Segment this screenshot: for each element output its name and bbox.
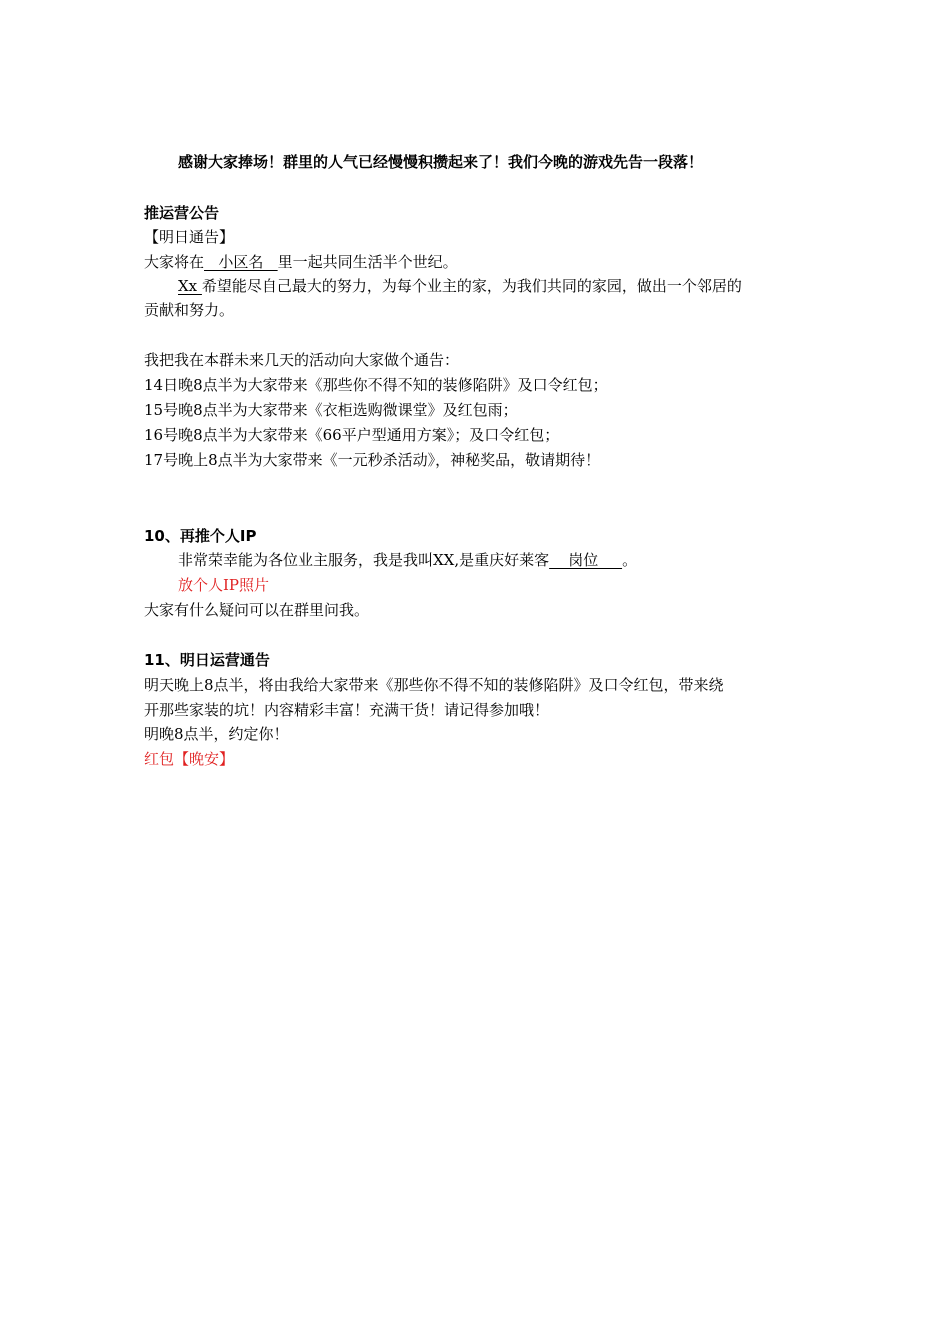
community-line-pre: 大家将在	[144, 253, 205, 271]
community-name-blank: 小区名	[204, 253, 278, 271]
community-line	[144, 250, 458, 274]
effort-line	[178, 274, 742, 298]
position-blank: 岗位	[549, 551, 623, 569]
tomorrow-event-line-cont: 开那些家装的坑！内容精彩丰富！充满干货！请记得参加哦！	[144, 701, 550, 719]
personal-intro-post: 。	[622, 551, 638, 569]
tomorrow-notice: 【明日通告】	[144, 228, 235, 246]
schedule-item: 16号晚8点半为大家带来《66平户型通用方案》；及口令红包；	[144, 426, 560, 444]
personal-intro-pre: 非常荣幸能为各位业主服务，我是我叫XX,是重庆好莱客	[178, 551, 550, 569]
effort-name: Xx	[178, 277, 202, 295]
section-10-title: 10、再推个人IP	[144, 527, 257, 545]
schedule-item: 15号晚8点半为大家带来《衣柜选购微课堂》及红包雨；	[144, 401, 518, 419]
schedule-intro: 我把我在本群未来几天的活动向大家做个通告：	[144, 351, 460, 369]
section-11-title: 11、明日运营通告	[144, 651, 270, 669]
schedule-item: 17号晚上8点半为大家带来《一元秒杀活动》，神秘奖品，敬请期待！	[144, 451, 601, 469]
red-packet-goodnight: 红包【晚安】	[144, 750, 235, 768]
effort-text: 希望能尽自己最大的努力，为每个业主的家，为我们共同的家园，做出一个邻居的	[201, 277, 742, 295]
appointment-line: 明晚8点半，约定你！	[144, 725, 289, 743]
personal-intro	[178, 548, 637, 572]
tomorrow-event-line: 明天晚上8点半，将由我给大家带来《那些你不得不知的装修陷阱》及口令红包，带来绕	[144, 676, 724, 694]
ask-line: 大家有什么疑问可以在群里问我。	[144, 601, 370, 619]
headline: 感谢大家捧场！群里的人气已经慢慢积攒起来了！我们今晚的游戏先告一段落！	[178, 153, 704, 171]
section-promo-title: 推运营公告	[144, 204, 220, 222]
schedule-item: 14日晚8点半为大家带来《那些你不得不知的装修陷阱》及口令红包；	[144, 376, 608, 394]
effort-line-cont: 贡献和努力。	[144, 301, 235, 319]
community-line-post: 里一起共同生活半个世纪。	[277, 253, 458, 271]
photo-placeholder: 放个人IP照片	[178, 576, 270, 594]
